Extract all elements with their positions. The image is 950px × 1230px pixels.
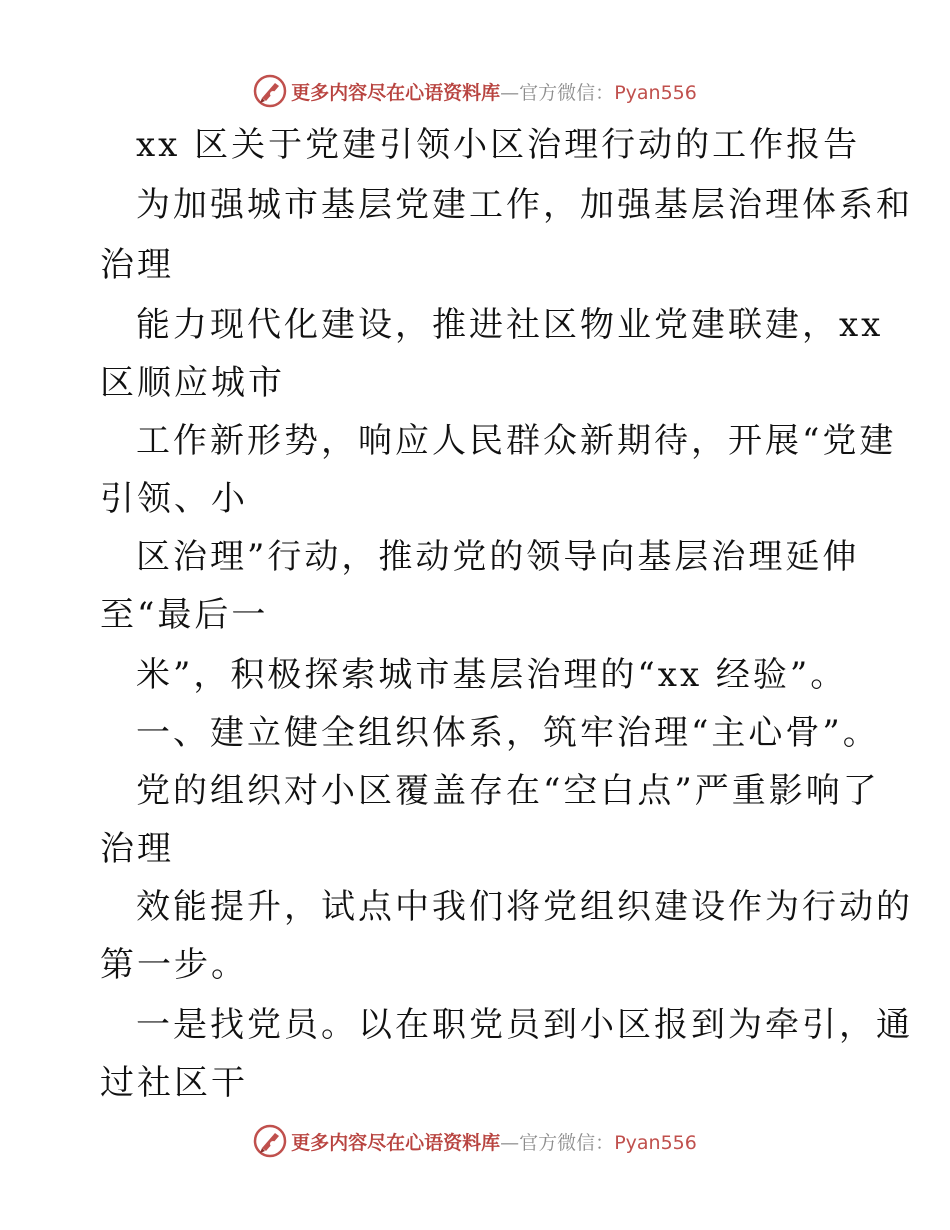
- footer-brand-text: 更多内容尽在心语资料库: [291, 1131, 501, 1154]
- paragraph-line: 米”，积极探索城市基层治理的“xx 经验”。: [136, 655, 848, 695]
- paragraph-line: 治理: [100, 245, 174, 285]
- paragraph-line: 为加强城市基层党建工作，加强基层治理体系和: [136, 185, 913, 225]
- paragraph-line: 至“最后一: [100, 595, 269, 635]
- paragraph-line: 一是找党员。以在职党员到小区报到为牵引，通: [136, 1005, 913, 1045]
- header-banner-text: [291, 78, 697, 105]
- header-contact-id: Pyan556: [614, 81, 697, 104]
- paragraph-line: 区治理”行动，推动党的领导向基层治理延伸: [136, 537, 860, 577]
- paragraph-line: 治理: [100, 829, 174, 869]
- paragraph-line: 引领、小: [100, 479, 248, 519]
- footer-contact-id: Pyan556: [614, 1131, 697, 1154]
- footer-watermark-banner: [0, 1118, 950, 1164]
- header-watermark-banner: [0, 68, 950, 114]
- paragraph-line: 工作新形势，响应人民群众新期待，开展“党建: [136, 421, 897, 461]
- footer-banner-text: [291, 1128, 697, 1155]
- footer-contact-label: 官方微信：: [519, 1131, 615, 1154]
- brand-logo-icon: [253, 74, 287, 108]
- paragraph-line: 区顺应城市: [100, 363, 285, 403]
- section-heading: 一、建立健全组织体系，筑牢治理“主心骨”。: [136, 713, 880, 753]
- header-dash: —: [500, 81, 520, 104]
- paragraph-line: 第一步。: [100, 945, 248, 985]
- footer-dash: —: [500, 1131, 520, 1154]
- header-brand-text: 更多内容尽在心语资料库: [291, 81, 501, 104]
- header-contact-label: 官方微信：: [519, 81, 615, 104]
- brand-logo-icon: [253, 1124, 287, 1158]
- paragraph-line: 过社区干: [100, 1063, 248, 1103]
- paragraph-line: 党的组织对小区覆盖存在“空白点”严重影响了: [136, 771, 880, 811]
- paragraph-line: 效能提升，试点中我们将党组织建设作为行动的: [136, 887, 913, 927]
- document-title: xx 区关于党建引领小区治理行动的工作报告: [136, 125, 861, 165]
- paragraph-line: 能力现代化建设，推进社区物业党建联建，xx: [136, 305, 884, 345]
